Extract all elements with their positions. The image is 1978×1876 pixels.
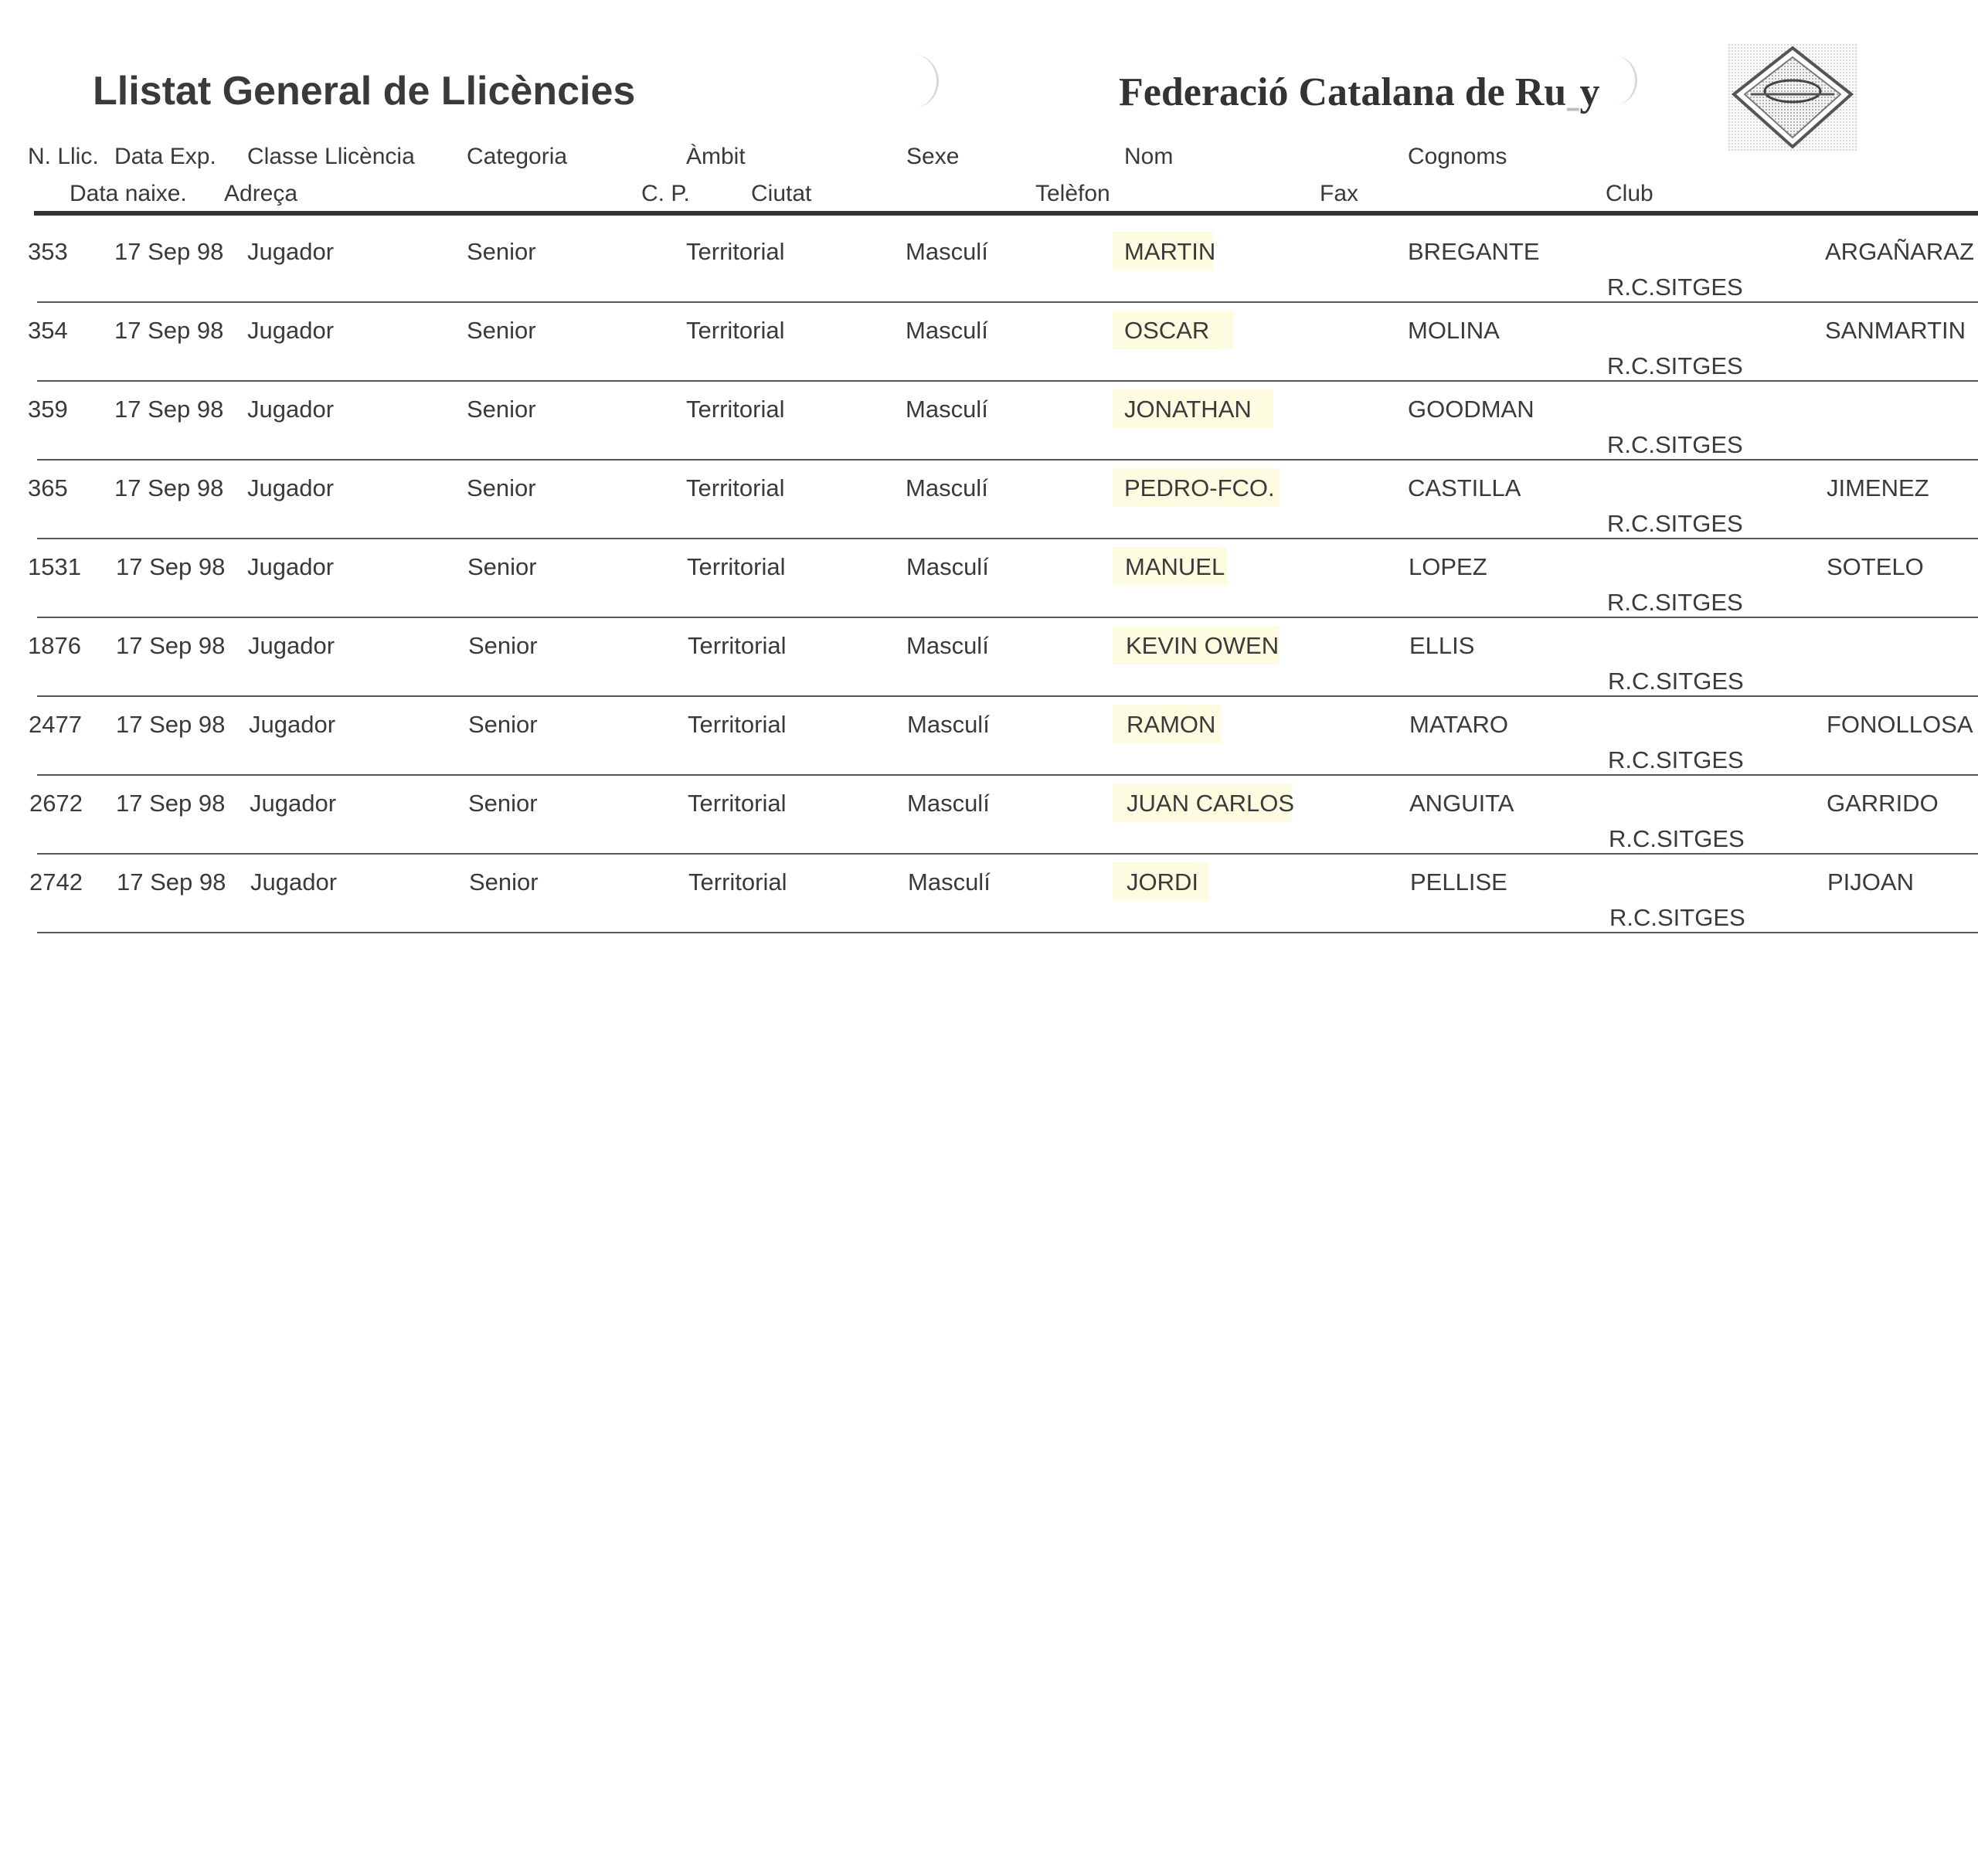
cell-date: 17 Sep 98 [114, 238, 224, 265]
cell-name: JORDI [1127, 868, 1198, 896]
rugby-federation-emblem-icon [1728, 43, 1857, 151]
cell-scope: Territorial [688, 790, 787, 817]
organization-name-head: Federació Catalana de Ru [1119, 70, 1567, 114]
cell-sex: Masculí [907, 790, 990, 817]
cell-surname2: PIJOAN [1827, 868, 1914, 896]
row-divider [37, 932, 1978, 933]
cell-date: 17 Sep 98 [114, 396, 224, 423]
cell-category: Senior [467, 317, 536, 344]
cell-surname1: CASTILLA [1408, 474, 1521, 501]
cell-class: Jugador [247, 396, 335, 423]
cell-num: 359 [28, 396, 68, 423]
cell-category: Senior [468, 790, 538, 817]
cell-surname2: JIMENEZ [1827, 474, 1929, 501]
cell-scope: Territorial [688, 632, 787, 659]
col-header-fax: Fax [1320, 181, 1359, 206]
col-header-num: N. Llic. [28, 144, 99, 169]
organization-name: Federació Catalana de Ruˍy [1119, 70, 1600, 114]
cell-surname1: ANGUITA [1409, 790, 1514, 817]
cell-scope: Territorial [686, 474, 785, 501]
cell-date: 17 Sep 98 [116, 790, 226, 817]
col-header-category: Categoria [467, 144, 568, 169]
cell-num: 2672 [29, 790, 83, 817]
cell-club: R.C.SITGES [1608, 746, 1744, 773]
cell-num: 365 [28, 474, 68, 501]
cell-scope: Territorial [686, 317, 785, 344]
page-title: Llistat General de Llicències [93, 69, 636, 114]
cell-date: 17 Sep 98 [117, 868, 226, 896]
cell-club: R.C.SITGES [1607, 510, 1743, 537]
punch-hole-mark-2 [1592, 56, 1637, 105]
cell-club: R.C.SITGES [1607, 352, 1743, 379]
col-header-surname: Cognoms [1408, 144, 1507, 169]
cell-scope: Territorial [686, 238, 785, 265]
cell-num: 2742 [29, 868, 83, 896]
cell-date: 17 Sep 98 [116, 632, 226, 659]
col-header-zip: C. P. [641, 181, 690, 206]
cell-num: 1531 [28, 553, 81, 580]
cell-club: R.C.SITGES [1607, 589, 1743, 616]
col-header-address: Adreça [224, 181, 298, 206]
cell-sex: Masculí [906, 238, 988, 265]
cell-club: R.C.SITGES [1609, 904, 1745, 931]
cell-date: 17 Sep 98 [114, 317, 224, 344]
col-header-phone: Telèfon [1035, 181, 1110, 206]
cell-category: Senior [467, 474, 536, 501]
organization-name-tail: y [1579, 70, 1600, 114]
cell-surname1: PELLISE [1410, 868, 1507, 896]
cell-name: PEDRO-FCO. [1124, 474, 1275, 501]
cell-club: R.C.SITGES [1609, 825, 1745, 852]
cell-class: Jugador [247, 553, 335, 580]
col-header-sex: Sexe [906, 144, 960, 169]
cell-date: 17 Sep 98 [116, 553, 226, 580]
col-header-club: Club [1606, 181, 1653, 206]
col-header-class: Classe Llicència [247, 144, 415, 169]
cell-num: 353 [28, 238, 68, 265]
cell-class: Jugador [247, 474, 335, 501]
cell-num: 354 [28, 317, 68, 344]
cell-class: Jugador [250, 790, 337, 817]
cell-num: 1876 [28, 632, 81, 659]
cell-surname1: LOPEZ [1409, 553, 1487, 580]
table-row [0, 224, 1978, 303]
cell-surname1: BREGANTE [1408, 238, 1540, 265]
cell-club: R.C.SITGES [1608, 668, 1744, 695]
cell-class: Jugador [250, 868, 338, 896]
cell-category: Senior [467, 553, 537, 580]
col-header-name: Nom [1124, 144, 1174, 169]
table-row [0, 303, 1978, 382]
cell-surname2: SOTELO [1827, 553, 1924, 580]
cell-club: R.C.SITGES [1607, 431, 1743, 458]
cell-surname1: GOODMAN [1408, 396, 1534, 423]
cell-sex: Masculí [906, 474, 988, 501]
cell-class: Jugador [249, 711, 336, 738]
cell-sex: Masculí [906, 317, 988, 344]
col-header-birth: Data naixe. [70, 181, 187, 206]
cell-surname1: MATARO [1409, 711, 1509, 738]
table-row [0, 855, 1978, 933]
cell-scope: Territorial [688, 711, 787, 738]
cell-name: JUAN CARLOS [1127, 790, 1295, 817]
cell-class: Jugador [248, 632, 335, 659]
header-divider [34, 211, 1978, 216]
cell-sex: Masculí [906, 553, 989, 580]
table-row [0, 776, 1978, 855]
cell-category: Senior [467, 396, 536, 423]
cell-name: MARTIN [1124, 238, 1216, 265]
punch-hole-mark [887, 54, 939, 108]
cell-sex: Masculí [906, 632, 989, 659]
cell-surname2: FONOLLOSA [1827, 711, 1973, 738]
cell-num: 2477 [29, 711, 82, 738]
cell-date: 17 Sep 98 [116, 711, 226, 738]
cell-name: RAMON [1127, 711, 1216, 738]
table-row [0, 461, 1978, 539]
cell-club: R.C.SITGES [1607, 274, 1743, 301]
cell-class: Jugador [247, 238, 335, 265]
col-header-scope: Àmbit [686, 144, 746, 169]
cell-scope: Territorial [686, 396, 785, 423]
col-header-city: Ciutat [751, 181, 812, 206]
cell-scope: Territorial [688, 868, 787, 896]
cell-surname2: SANMARTIN [1825, 317, 1966, 344]
cell-name: MANUEL [1125, 553, 1225, 580]
cell-sex: Masculí [906, 396, 988, 423]
cell-class: Jugador [247, 317, 335, 344]
cell-scope: Territorial [687, 553, 786, 580]
cell-name: OSCAR [1124, 317, 1210, 344]
cell-sex: Masculí [907, 711, 990, 738]
cell-sex: Masculí [908, 868, 991, 896]
cell-name: KEVIN OWEN [1126, 632, 1280, 659]
cell-name: JONATHAN [1124, 396, 1252, 423]
table-row [0, 618, 1978, 697]
cell-surname1: ELLIS [1409, 632, 1475, 659]
table-row [0, 697, 1978, 776]
cell-surname2: ARGAÑARAZ [1825, 238, 1974, 265]
table-row [0, 382, 1978, 461]
cell-category: Senior [469, 868, 539, 896]
cell-date: 17 Sep 98 [114, 474, 224, 501]
cell-category: Senior [468, 711, 538, 738]
cell-surname1: MOLINA [1408, 317, 1500, 344]
cell-surname2: GARRIDO [1827, 790, 1939, 817]
cell-category: Senior [467, 238, 536, 265]
cell-category: Senior [468, 632, 538, 659]
col-header-date-exp: Data Exp. [114, 144, 216, 169]
table-row [0, 539, 1978, 618]
